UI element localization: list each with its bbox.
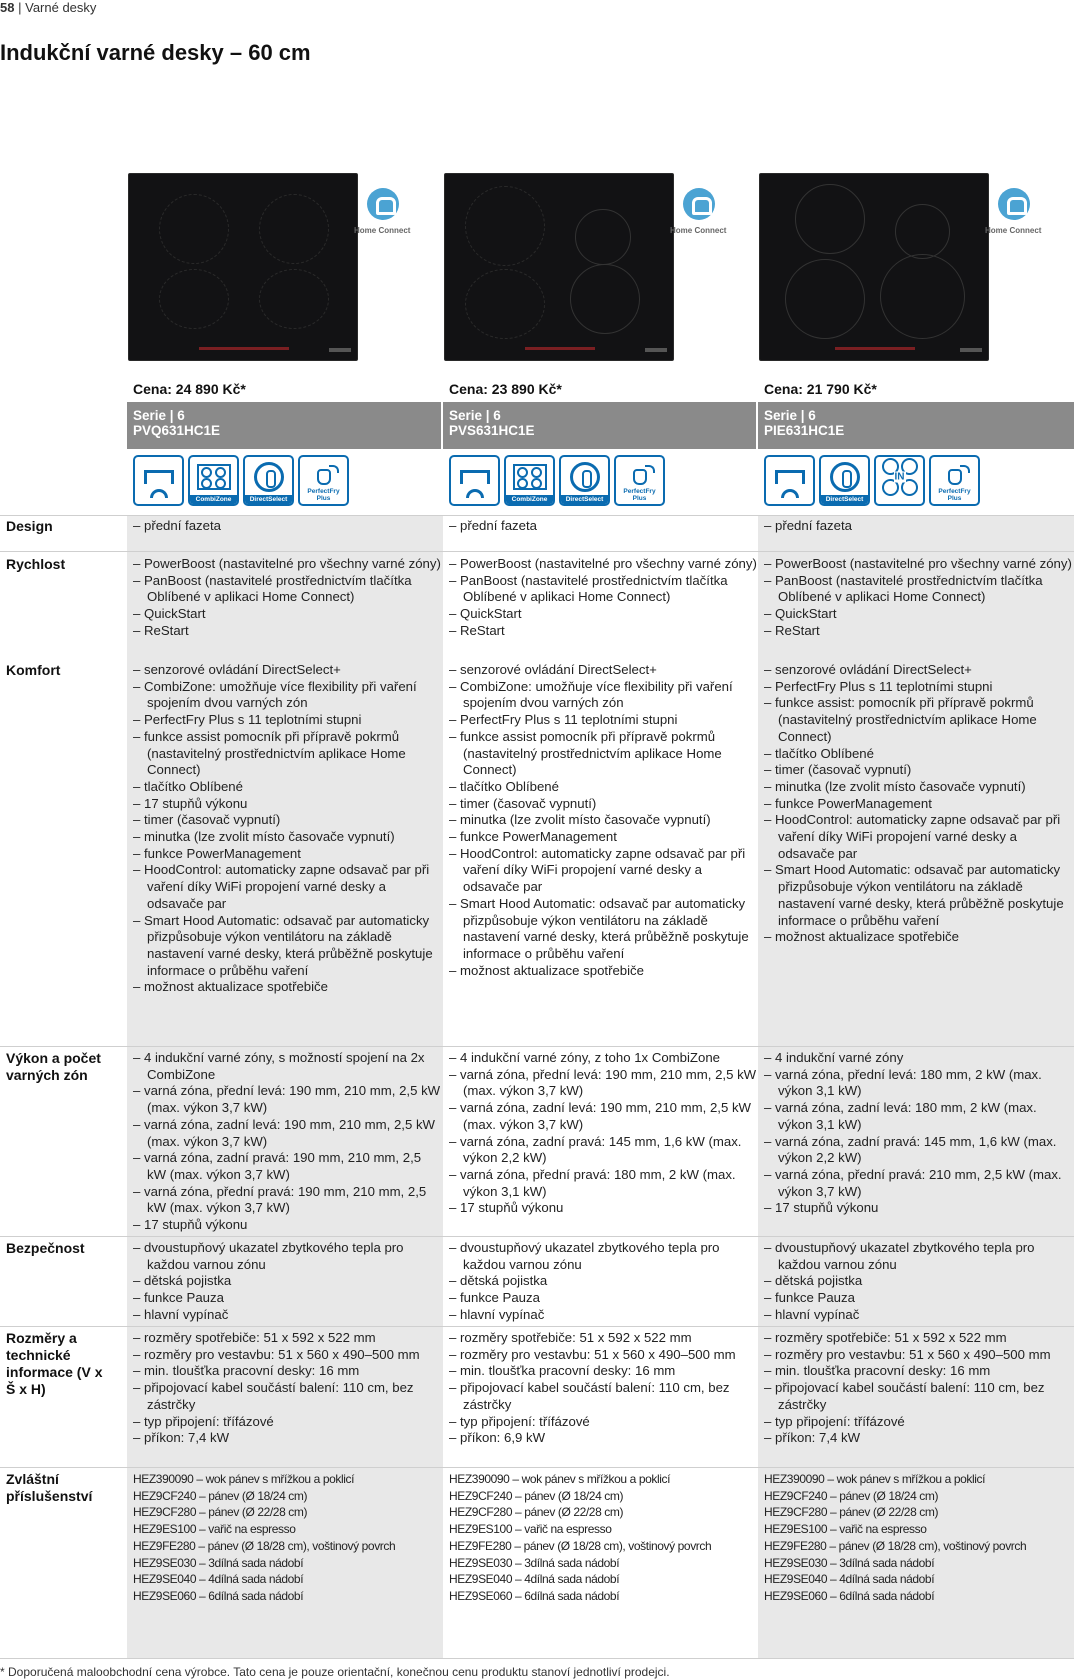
row-divider — [0, 515, 1074, 516]
home-connect-badge-3: Home Connect — [979, 188, 1049, 220]
bezpecnost-cell-1: – dvoustupňový ukazatel zbytkového tepla pro každou varnou zónu – dětská pojistka – funkce Pauza – hlavní vypínač — [127, 1240, 443, 1324]
row-label-komfort: Komfort — [6, 662, 61, 678]
row-label-vykon: Výkon a počet varných zón — [6, 1050, 101, 1083]
rychlost-cell-2: – PowerBoost (nastavitelné pro všechny varné zóny) – PanBoost (nastavitelé prostřednictvím tlačítka Oblíbené v aplikaci Home Connect) – QuickStart – ReStart — [443, 556, 759, 640]
model-number: PIE631HC1E — [764, 423, 845, 438]
combizone-icon: CombiZone — [504, 455, 555, 506]
komfort-cell-2: – senzorové ovládání DirectSelect+ – CombiZone: umožňuje více flexibility při vaření spojením dvou varných zón – PerfectFry Plus s 11 teplotními stupni – funkce assist pomocník při přípravě pokrmů (nastavitelný prostřednictvím aplikace Home Connect) – tlačítko Oblíbené – timer (časovač vypnutí) – minutka (lze zvolit místo časovače vypnutí) – funkce PowerManagement – HoodControl: automaticky zapne odsavač par při vaření díky WiFi propojení varné desky a odsavače par – Smart Hood Automatic: odsavač par automaticky přizpůsobuje výkon ventilátoru na základě nastavení varné desky, která průběžně poskytuje informace o průběhu vaření – možnost aktualizace spotřebiče — [443, 662, 759, 979]
serie-label: Serie | 6 — [133, 408, 185, 423]
row-label-prislusenstvi: Zvláštní příslušenství — [6, 1471, 93, 1504]
page-title: Indukční varné desky – 60 cm — [0, 40, 311, 65]
row-divider — [0, 1236, 1074, 1237]
row-divider — [0, 1467, 1074, 1468]
serie-bar-3 — [758, 402, 1074, 449]
hood-control-icon — [764, 455, 815, 506]
page-header — [0, 0, 96, 15]
serie-bar-2 — [443, 402, 756, 449]
header-separator: | — [18, 0, 22, 15]
row-divider — [0, 551, 1074, 552]
komfort-cell-3: – senzorové ovládání DirectSelect+ – PerfectFry Plus s 11 teplotními stupni – funkce assist: pomocník při přípravě pokrmů (nastavitelný prostřednictvím aplikace Home Connect) – tlačítko Oblíbené – timer (časovač vypnutí) – minutka (lze zvolit místo časovače vypnutí) – funkce PowerManagement – HoodControl: automaticky zapne odsavač par při vaření díky WiFi propojení varné desky a odsavače par – Smart Hood Automatic: odsavač par automaticky přizpůsobuje výkon ventilátoru na základě nastavení varné desky, která průběžně poskytuje informace o průběhu vaření – možnost aktualizace spotřebiče — [758, 662, 1074, 946]
row-label-design: Design — [6, 518, 53, 534]
price-3: Cena: 21 790 Kč* — [764, 381, 877, 397]
directselect-icon: DirectSelect — [243, 455, 294, 506]
accessories-cell-3: HEZ390090 – wok pánev s mřížkou a poklicí HEZ9CF240 – pánev (Ø 18/24 cm) HEZ9CF280 – pánev (Ø 22/28 cm) HEZ9ES100 – vařič na espresso HEZ9FE280 – pánev (Ø 18/28 cm), voštinový povrch HEZ9SE030 – 3dílná sada nádobí HEZ9SE040 – 4dílná sada nádobí HEZ9SE060 – 6dílná sada nádobí — [764, 1472, 1027, 1603]
komfort-cell-1: – senzorové ovládání DirectSelect+ – CombiZone: umožňuje více flexibility při vaření spojením dvou varných zón – PerfectFry Plus s 11 teplotními stupni – funkce assist pomocník při přípravě pokrmů (nastavitelný prostřednictvím aplikace Home Connect) – tlačítko Oblíbené – 17 stupňů výkonu – timer (časovač vypnutí) – minutka (lze zvolit místo časovače vypnutí) – funkce PowerManagement – HoodControl: automaticky zapne odsavač par při vaření díky WiFi propojení varné desky a odsavače par – Smart Hood Automatic: odsavač par automaticky přizpůsobuje výkon ventilátoru na základě nastavení varné desky, která průběžně poskytuje informace o průběhu vaření – možnost aktualizace spotřebiče — [127, 662, 443, 996]
rychlost-cell-1: – PowerBoost (nastavitelné pro všechny varné zóny) – PanBoost (nastavitelé prostřednictvím tlačítka Oblíbené v aplikaci Home Connect) – QuickStart – ReStart — [127, 556, 443, 640]
row-divider — [0, 1326, 1074, 1327]
perfectfry-icon: PerfectFry Plus — [298, 455, 349, 506]
rychlost-cell-3: – PowerBoost (nastavitelné pro všechny varné zóny) – PanBoost (nastavitelé prostřednictvím tlačítka Oblíbené v aplikaci Home Connect) – QuickStart – ReStart — [758, 556, 1074, 640]
price-1: Cena: 24 890 Kč* — [133, 381, 246, 397]
row-divider — [0, 1658, 1074, 1659]
perfectfry-icon: PerfectFry Plus — [614, 455, 665, 506]
design-cell-3: – přední fazeta — [758, 518, 1074, 535]
bezpecnost-cell-2: – dvoustupňový ukazatel zbytkového tepla pro každou varnou zónu – dětská pojistka – funkce Pauza – hlavní vypínač — [443, 1240, 759, 1324]
row-divider — [0, 1046, 1074, 1047]
bezpecnost-cell-3: – dvoustupňový ukazatel zbytkového tepla pro každou varnou zónu – dětská pojistka – funkce Pauza – hlavní vypínač — [758, 1240, 1074, 1324]
home-connect-badge-2: Home Connect — [664, 188, 734, 220]
hob-image-1 — [128, 173, 358, 361]
price-2: Cena: 23 890 Kč* — [449, 381, 562, 397]
combizone-icon: CombiZone — [188, 455, 239, 506]
hood-control-icon — [133, 455, 184, 506]
directselect-icon: DirectSelect — [559, 455, 610, 506]
induction-zones-icon: IN — [874, 455, 925, 506]
row-label-rychlost: Rychlost — [6, 556, 66, 572]
feature-icons-1 — [133, 455, 349, 510]
accessories-cell-1: HEZ390090 – wok pánev s mřížkou a poklicí HEZ9CF240 – pánev (Ø 18/24 cm) HEZ9CF280 – pánev (Ø 22/28 cm) HEZ9ES100 – vařič na espresso HEZ9FE280 – pánev (Ø 18/28 cm), voštinový povrch HEZ9SE030 – 3dílná sada nádobí HEZ9SE040 – 4dílná sada nádobí HEZ9SE060 – 6dílná sada nádobí — [133, 1472, 396, 1603]
serie-label: Serie | 6 — [764, 408, 816, 423]
section-name: Varné desky — [25, 0, 97, 15]
row-label-rozmery: Rozměry a technické informace (V x Š x H) — [6, 1330, 103, 1397]
hob-image-3 — [759, 173, 989, 361]
vykon-cell-2: – 4 indukční varné zóny, z toho 1x CombiZone – varná zóna, přední levá: 190 mm, 210 mm, 2,5 kW (max. výkon 3,7 kW) – varná zóna, zadní levá: 190 mm, 210 mm, 2,5 kW (max. výkon 3,7 kW) – varná zóna, zadní pravá: 145 mm, 1,6 kW (max. výkon 2,2 kW) – varná zóna, přední pravá: 180 mm, 2 kW (max. výkon 3,1 kW) – 17 stupňů výkonu — [443, 1050, 759, 1217]
design-cell-2: – přední fazeta — [443, 518, 759, 535]
rozmery-cell-1: – rozměry spotřebiče: 51 x 592 x 522 mm – rozměry pro vestavbu: 51 x 560 x 490–500 mm – min. tloušťka pracovní desky: 16 mm – připojovací kabel součástí balení: 110 cm, bez zástrčky – typ připojení: třífázové – příkon: 7,4 kW — [127, 1330, 443, 1447]
footnote: * Doporučená maloobchodní cena výrobce. Tato cena je pouze orientační, konečnou cenu produktu stanoví jednotliví prodejci. — [0, 1665, 670, 1679]
model-number: PVQ631HC1E — [133, 423, 221, 438]
rozmery-cell-3: – rozměry spotřebiče: 51 x 592 x 522 mm – rozměry pro vestavbu: 51 x 560 x 490–500 mm – min. tloušťka pracovní desky: 16 mm – připojovací kabel součástí balení: 110 cm, bez zástrčky – typ připojení: třífázové – příkon: 7,4 kW — [758, 1330, 1074, 1447]
model-number: PVS631HC1E — [449, 423, 535, 438]
home-connect-icon — [998, 188, 1030, 220]
accessories-cell-2: HEZ390090 – wok pánev s mřížkou a poklicí HEZ9CF240 – pánev (Ø 18/24 cm) HEZ9CF280 – pánev (Ø 22/28 cm) HEZ9ES100 – vařič na espresso HEZ9FE280 – pánev (Ø 18/28 cm), voštinový povrch HEZ9SE030 – 3dílná sada nádobí HEZ9SE040 – 4dílná sada nádobí HEZ9SE060 – 6dílná sada nádobí — [449, 1472, 712, 1603]
design-cell-1: – přední fazeta — [127, 518, 443, 535]
feature-icons-3 — [764, 455, 980, 510]
home-connect-icon — [683, 188, 715, 220]
vykon-cell-1: – 4 indukční varné zóny, s možností spojení na 2x CombiZone – varná zóna, přední levá: 190 mm, 210 mm, 2,5 kW (max. výkon 3,7 kW) – varná zóna, zadní levá: 190 mm, 210 mm, 2,5 kW (max. výkon 3,7 kW) – varná zóna, zadní pravá: 190 mm, 210 mm, 2,5 kW (max. výkon 3,7 kW) – varná zóna, přední pravá: 190 mm, 210 mm, 2,5 kW (max. výkon 3,7 kW) – 17 stupňů výkonu — [127, 1050, 443, 1234]
row-label-bezpecnost: Bezpečnost — [6, 1240, 85, 1256]
feature-icons-2 — [449, 455, 665, 510]
home-connect-icon — [367, 188, 399, 220]
page-number: 58 — [0, 0, 15, 15]
hood-control-icon — [449, 455, 500, 506]
directselect-icon: DirectSelect — [819, 455, 870, 506]
rozmery-cell-2: – rozměry spotřebiče: 51 x 592 x 522 mm – rozměry pro vestavbu: 51 x 560 x 490–500 mm – min. tloušťka pracovní desky: 16 mm – připojovací kabel součástí balení: 110 cm, bez zástrčky – typ připojení: třífázové – příkon: 6,9 kW — [443, 1330, 759, 1447]
hob-image-2 — [444, 173, 674, 361]
perfectfry-icon: PerfectFry Plus — [929, 455, 980, 506]
vykon-cell-3: – 4 indukční varné zóny – varná zóna, přední levá: 180 mm, 2 kW (max. výkon 3,1 kW) – varná zóna, zadní levá: 180 mm, 2 kW (max. výkon 3,1 kW) – varná zóna, zadní pravá: 145 mm, 1,6 kW (max. výkon 2,2 kW) – varná zóna, přední pravá: 210 mm, 2,5 kW (max. výkon 3,7 kW) – 17 stupňů výkonu — [758, 1050, 1074, 1217]
serie-bar-1 — [127, 402, 441, 449]
home-connect-badge-1: Home Connect — [348, 188, 418, 220]
serie-label: Serie | 6 — [449, 408, 501, 423]
